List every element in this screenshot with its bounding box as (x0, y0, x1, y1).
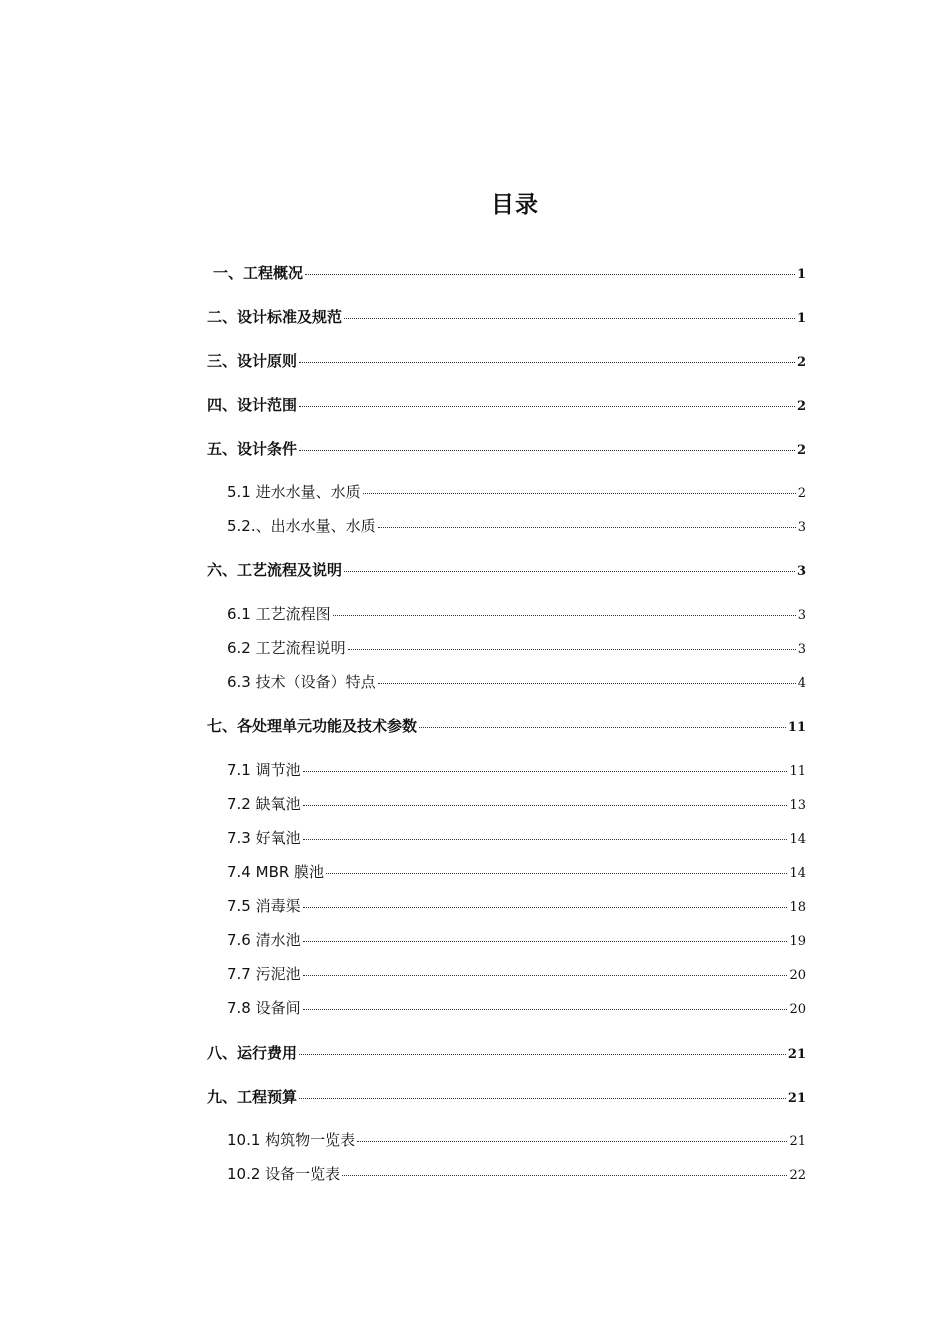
dot-leader (326, 873, 787, 874)
toc-entry-page: 2 (796, 443, 806, 458)
toc-entry-page: 3 (797, 608, 806, 623)
toc-entry-label: 四、设计范围 (207, 396, 298, 414)
dot-leader (419, 727, 786, 728)
dot-leader (303, 975, 788, 976)
toc-entry[interactable] (207, 715, 806, 735)
toc-entry-label: 5.2.、出水水量、水质 (227, 517, 376, 535)
toc-entry-label: 6.3 技术（设备）特点 (227, 673, 376, 691)
toc-entry-page: 14 (789, 832, 806, 847)
toc-entry-label: 5.1 进水水量、水质 (227, 483, 361, 501)
toc-entry[interactable] (207, 350, 806, 370)
toc-entry-label: 7.1 调节池 (227, 761, 301, 779)
toc-entry-label: 五、设计条件 (207, 440, 298, 458)
toc-entry-page: 4 (797, 676, 806, 691)
dot-leader (303, 839, 788, 840)
toc-entry-page: 21 (787, 1091, 806, 1106)
toc-entry-label: 7.5 消毒渠 (227, 897, 301, 915)
toc-entry-page: 21 (787, 1047, 806, 1062)
toc-entry-page: 18 (789, 900, 806, 915)
toc-entry-page: 20 (789, 1002, 806, 1017)
toc-entry-page: 20 (789, 968, 806, 983)
toc-entry-page: 2 (797, 486, 806, 501)
dot-leader (378, 683, 796, 684)
dot-leader (303, 1009, 788, 1010)
dot-leader (344, 318, 795, 319)
dot-leader (299, 406, 795, 407)
toc-entry-page: 22 (789, 1168, 806, 1183)
toc-entry-page: 2 (796, 355, 806, 370)
toc-entry-label: 7.4 MBR 膜池 (227, 863, 325, 881)
dot-leader (348, 649, 796, 650)
toc-entry-label: 七、各处理单元功能及技术参数 (207, 717, 418, 735)
toc-entry-page: 21 (789, 1134, 806, 1149)
toc-entry[interactable] (207, 1086, 806, 1106)
dot-leader (299, 450, 795, 451)
toc-entry-page: 3 (797, 642, 806, 657)
toc-entry-label: 二、设计标准及规范 (207, 308, 343, 326)
dot-leader (333, 615, 796, 616)
toc-entry-label: 10.2 设备一览表 (227, 1165, 341, 1183)
toc-entry[interactable] (227, 759, 806, 779)
toc-entry[interactable] (227, 637, 806, 657)
page-title: 目录 (491, 192, 539, 218)
toc-entry[interactable] (227, 895, 806, 915)
toc-entry[interactable] (227, 481, 806, 501)
toc-entry[interactable] (227, 963, 806, 983)
toc-entry[interactable] (207, 306, 806, 326)
toc-entry-page: 13 (789, 798, 806, 813)
toc-entry[interactable] (227, 515, 806, 535)
dot-leader (342, 1175, 787, 1176)
toc-entry[interactable] (227, 1129, 806, 1149)
toc-entry-page: 2 (796, 399, 806, 414)
toc-entry-page: 3 (796, 564, 806, 579)
dot-leader (305, 274, 795, 275)
dot-leader (299, 362, 795, 363)
toc-entry[interactable] (207, 394, 806, 414)
toc-entry-page: 14 (789, 866, 806, 881)
toc-entry[interactable] (227, 997, 806, 1017)
dot-leader (303, 941, 788, 942)
toc-entry-label: 九、工程预算 (207, 1088, 298, 1106)
toc-entry[interactable] (227, 929, 806, 949)
dot-leader (378, 527, 796, 528)
toc-entry-label: 6.1 工艺流程图 (227, 605, 331, 623)
dot-leader (357, 1141, 787, 1142)
toc-entry[interactable] (207, 559, 806, 579)
dot-leader (299, 1098, 786, 1099)
toc-entry-label: 7.2 缺氧池 (227, 795, 301, 813)
toc-entry-page: 11 (787, 720, 806, 735)
dot-leader (303, 805, 788, 806)
toc-entry-label: 三、设计原则 (207, 352, 298, 370)
dot-leader (363, 493, 796, 494)
dot-leader (299, 1054, 786, 1055)
toc-entry-label: 6.2 工艺流程说明 (227, 639, 346, 657)
toc-entry[interactable] (207, 438, 806, 458)
toc-entry-page: 1 (796, 311, 806, 326)
toc-entry[interactable] (227, 827, 806, 847)
toc-entry-label: 八、运行费用 (207, 1044, 298, 1062)
toc-entry-label: 7.7 污泥池 (227, 965, 301, 983)
toc-entry[interactable] (207, 1042, 806, 1062)
toc-entry-label: 7.6 清水池 (227, 931, 301, 949)
toc-entry-page: 11 (789, 764, 806, 779)
dot-leader (303, 771, 788, 772)
toc-entry-label: 一、工程概况 (213, 264, 304, 282)
toc-entry[interactable] (227, 793, 806, 813)
toc-entry[interactable] (227, 671, 806, 691)
toc-entry[interactable] (227, 603, 806, 623)
toc-entry[interactable] (213, 262, 806, 282)
toc-entry[interactable] (227, 861, 806, 881)
dot-leader (344, 571, 795, 572)
toc-entry-label: 10.1 构筑物一览表 (227, 1131, 356, 1149)
toc-entry-label: 7.8 设备间 (227, 999, 301, 1017)
toc-entry[interactable] (227, 1163, 806, 1183)
toc-entry-label: 六、工艺流程及说明 (207, 561, 343, 579)
toc-entry-page: 3 (797, 520, 806, 535)
dot-leader (303, 907, 788, 908)
toc-entry-label: 7.3 好氧池 (227, 829, 301, 847)
toc-entry-page: 19 (789, 934, 806, 949)
toc-entry-page: 1 (796, 267, 806, 282)
